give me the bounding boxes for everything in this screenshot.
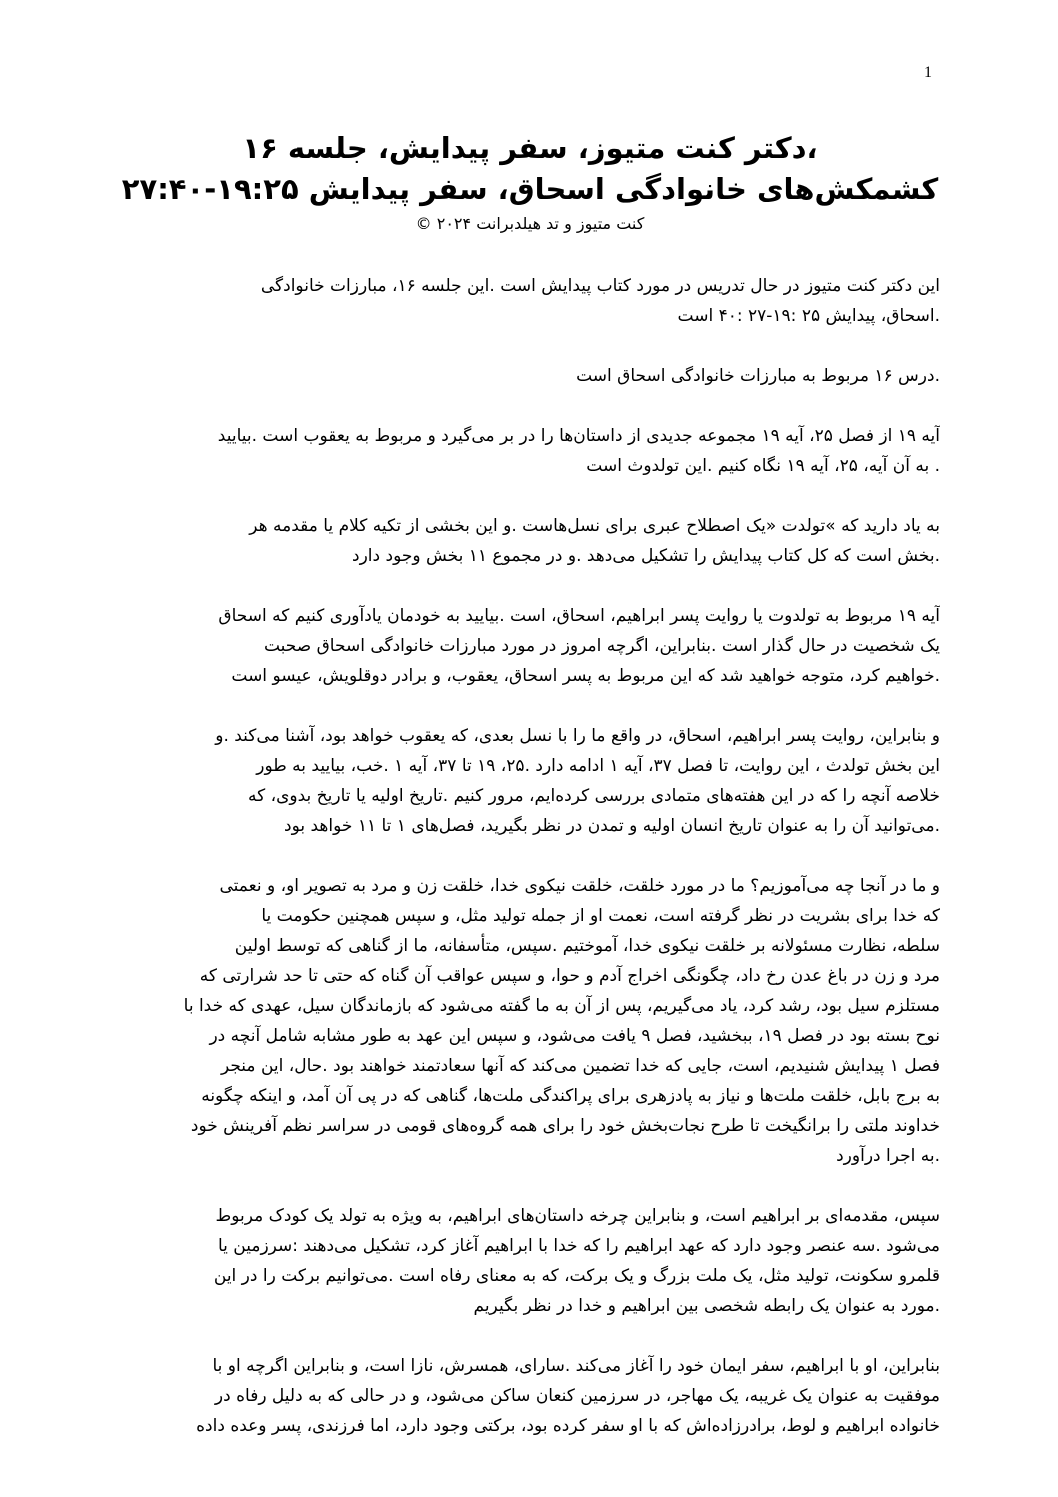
paragraph-line: فصل ۱ پیدایش شنیدیم، است، جایی که خدا تضمین می‌کند که آنها سعادتمند خواهند بود .حال، این منجر bbox=[220, 1056, 940, 1076]
paragraph-line: نوح بسته بود در فصل ۱۹، ببخشید، فصل ۹ یافت می‌شود، و سپس این عهد به طور مشابه شامل آنچه در bbox=[209, 1026, 940, 1046]
paragraph-line: و ما در آنجا چه می‌آموزیم؟ ما در مورد خلقت، خلقت نیکوی خدا، خلقت زن و مرد به تصویر او، و نعمتی bbox=[219, 876, 940, 896]
paragraph-line: به یاد دارید که »تولدت «یک اصطلاح عبری برای نسل‌هاست .و این بخشی از تکیه کلام یا مقدمه هر bbox=[249, 516, 940, 536]
paragraph-line: مرد و زن در باغ عدن رخ داد، چگونگی اخراج آدم و حوا، و سپس عواقب آن گناه که حتی تا حد شرارتی که bbox=[199, 966, 940, 986]
paragraph-line: که خدا برای بشریت در نظر گرفته است، نعمت او از جمله تولید مثل، و سپس همچنین حکومت یا bbox=[261, 906, 940, 926]
paragraph-line: بنابراین، او با ابراهیم، سفر ایمان خود را آغاز می‌کند .سارای، همسرش، نازا است، و بنابراین اگرچه او با bbox=[212, 1356, 940, 1376]
paragraph-line: آیه ۱۹ از فصل ۲۵، آیه ۱۹ مجموعه جدیدی از داستان‌ها را در بر می‌گیرد و مربوط به یعقوب است .بیایید bbox=[217, 426, 940, 446]
paragraph-line: خداوند ملتی را برانگیخت تا طرح نجات‌بخش خود را برای همه گروه‌های قومی در سراسر نظم آفرینش خود bbox=[190, 1116, 940, 1136]
paragraph-9 bbox=[122, 1351, 940, 1441]
paragraph-line: آیه ۱۹ مربوط به تولدوت یا روایت پسر ابراهیم، اسحاق، است .بیایید به خودمان یادآوری کنیم که اسحاق bbox=[218, 606, 940, 626]
paragraph-7 bbox=[122, 871, 940, 1171]
paragraph-line: . به آن آیه، ۲۵، آیه ۱۹ نگاه کنیم .این تولدوث است bbox=[586, 456, 940, 476]
paragraph-line: می‌شود .سه عنصر وجود دارد که عهد ابراهیم را که خدا با ابراهیم آغاز کرد، تشکیل می‌دهند :سرزمین یا bbox=[217, 1236, 940, 1256]
paragraph-line: مستلزم سیل بود، رشد کرد، یاد می‌گیریم، پس از آن به ما گفته می‌شود که بازماندگان سیل، عهدی که خدا با bbox=[183, 996, 940, 1016]
paragraph-line: .بخش است که کل کتاب پیدایش را تشکیل می‌دهد .و در مجموع ۱۱ بخش وجود دارد bbox=[352, 546, 940, 566]
paragraph-line: یک شخصیت در حال گذار است .بنابراین، اگرچه امروز در مورد مبارزات خانوادگی اسحاق صحبت bbox=[263, 636, 940, 656]
document-title-line-2: کشمکش‌های خانوادگی اسحاق، سفر پیدایش ۱۹:۲۵-۲۷:۴۰ bbox=[121, 172, 939, 206]
paragraph-line: این بخش تولدث ، این روایت، تا فصل ۳۷، آیه ۱ ادامه دارد .۲۵، ۱۹ تا ۳۷، آیه ۱ .خب، بیایید به طور bbox=[256, 756, 940, 776]
paragraph-line: موفقیت به عنوان یک غریبه، یک مهاجر، در سرزمین کنعان ساکن می‌شود، و در حالی که به دلیل رفاه در bbox=[214, 1386, 940, 1406]
paragraph-line: .خواهیم کرد، متوجه خواهید شد که این مربوط به پسر اسحاق، یعقوب، و برادر دوقلویش، عیسو است bbox=[231, 666, 940, 686]
paragraph-line: .به اجرا درآورد bbox=[836, 1146, 940, 1166]
document-body bbox=[122, 271, 940, 1471]
page-number: 1 bbox=[924, 64, 932, 81]
paragraph-1 bbox=[122, 271, 940, 331]
paragraph-8 bbox=[122, 1201, 940, 1321]
paragraph-line: .اسحاق، پیدایش ۲۵ :۱۹-۲۷ :۴۰ است bbox=[677, 306, 940, 326]
paragraph-2 bbox=[122, 361, 940, 391]
paragraph-6 bbox=[122, 721, 940, 841]
paragraph-line: خانواده ابراهیم و لوط، برادرزاده‌اش که با او سفر کرده بود، برکتی وجود دارد، اما فرزندی، پسر وعده داده bbox=[196, 1416, 940, 1436]
paragraph-line: قلمرو سکونت، تولید مثل، یک ملت بزرگ و یک برکت، که به معنای رفاه است .می‌توانیم برکت را در این bbox=[213, 1266, 940, 1286]
paragraph-line: .می‌توانید آن را به عنوان تاریخ انسان اولیه و تمدن در نظر بگیرید، فصل‌های ۱ تا ۱۱ خواهد بود bbox=[284, 816, 940, 836]
paragraph-4 bbox=[122, 511, 940, 571]
document-title-line-1: ،دکتر کنت متیوز، سفر پیدایش، جلسه ۱۶ bbox=[242, 131, 818, 165]
paragraph-3 bbox=[122, 421, 940, 481]
paragraph-line: .درس ۱۶ مربوط به مبارزات خانوادگی اسحاق است bbox=[576, 366, 940, 386]
paragraph-line: به برج بابل، خلقت ملت‌ها و نیاز به پادزهری برای پراکندگی ملت‌ها، گناهی که در پی آن آمد، و اینکه چگونه bbox=[201, 1086, 940, 1106]
paragraph-line: سپس، مقدمه‌ای بر ابراهیم است، و بنابراین چرخه داستان‌های ابراهیم، به ویژه به تولد یک کودک مربوط bbox=[215, 1206, 940, 1226]
document-subtitle: کنت متیوز و تد هیلدبرانت ۲۰۲۴ © bbox=[415, 214, 645, 233]
paragraph-line: .مورد به عنوان یک رابطه شخصی بین ابراهیم و خدا در نظر بگیریم bbox=[473, 1296, 940, 1316]
paragraph-5 bbox=[122, 601, 940, 691]
document-title-block bbox=[120, 128, 940, 236]
paragraph-line: سلطه، نظارت مسئولانه بر خلقت نیکوی خدا، آموختیم .سپس، متأسفانه، ما از گناهی که توسط اولین bbox=[234, 936, 940, 956]
paragraph-line: این دکتر کنت متیوز در حال تدریس در مورد کتاب پیدایش است .این جلسه ۱۶، مبارزات خانوادگی bbox=[260, 276, 940, 296]
paragraph-line: خلاصه آنچه را که در این هفته‌های متمادی بررسی کرده‌ایم، مرور کنیم .تاریخ اولیه یا تاریخ بدوی، که bbox=[247, 786, 940, 806]
paragraph-line: و بنابراین، روایت پسر ابراهیم، اسحاق، در واقع ما را با نسل بعدی، که یعقوب خواهد بود، آشنا می‌کند .و bbox=[215, 726, 940, 746]
